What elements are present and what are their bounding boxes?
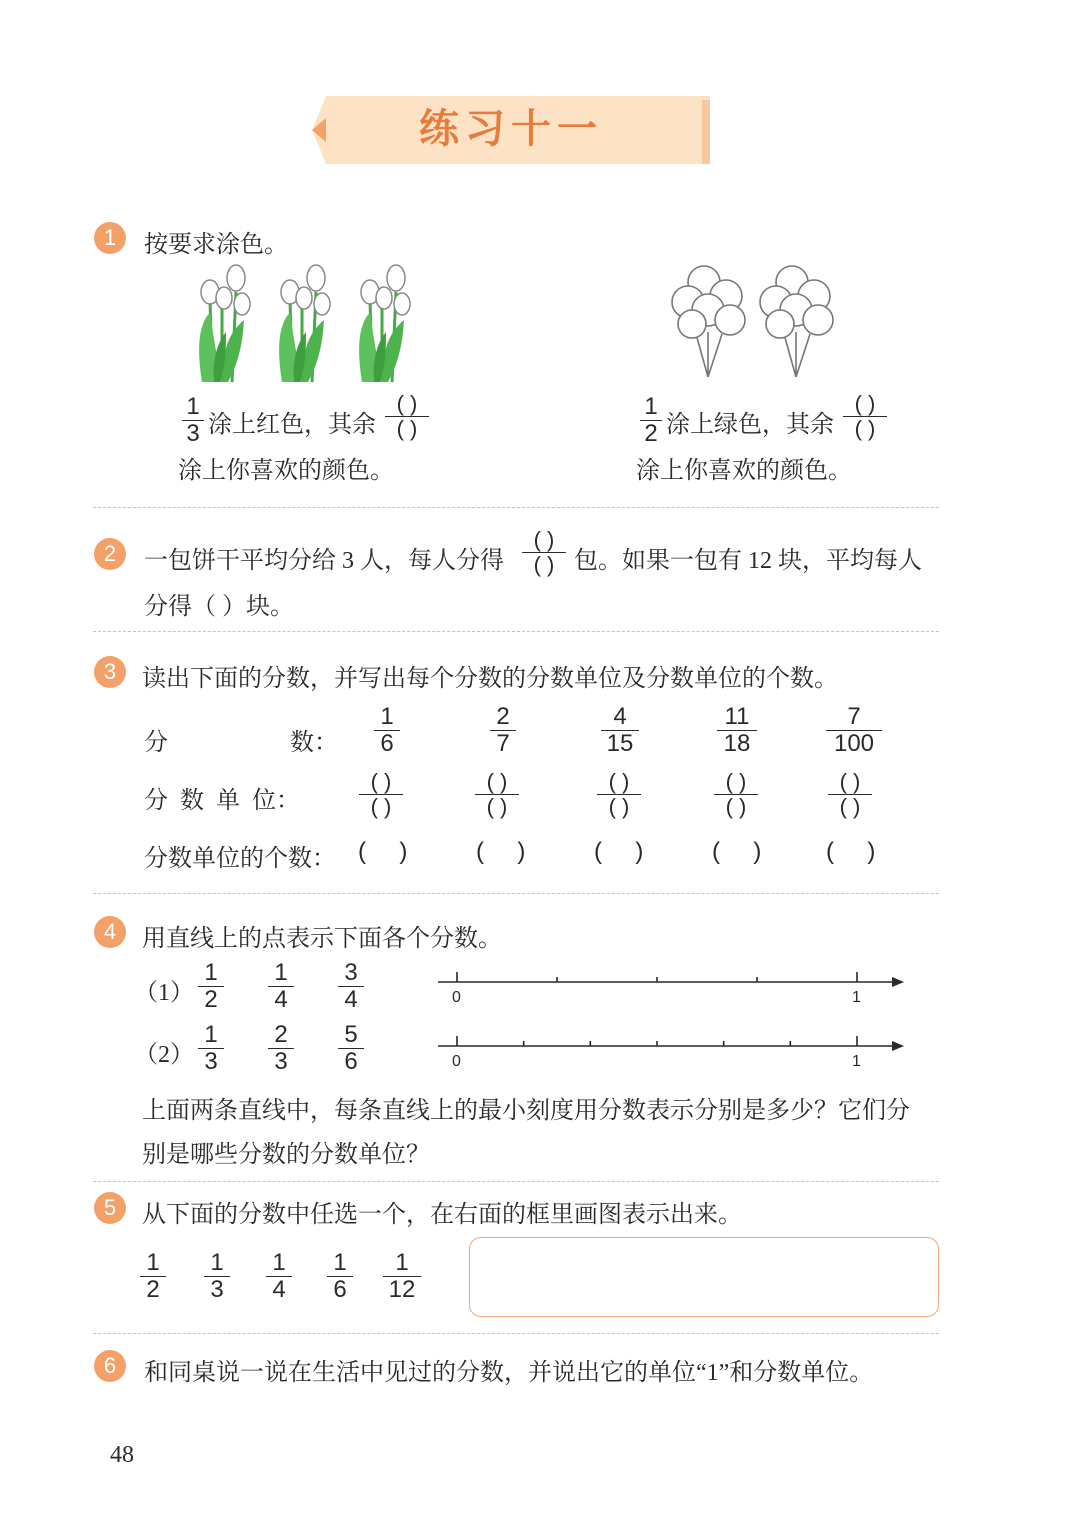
- fraction-numerator: 2: [274, 1021, 288, 1048]
- blank-denominator[interactable]: ( ): [839, 794, 861, 819]
- question-number-3: 3: [94, 656, 126, 688]
- blank-denominator[interactable]: ( ): [725, 794, 747, 819]
- fraction-numerator: 3: [344, 959, 358, 986]
- fraction-numerator: 1: [333, 1249, 347, 1276]
- q4-question-line1: 上面两条直线中，每条直线上的最小刻度用分数表示分别是多少？它们分: [142, 1098, 910, 1124]
- q4-prompt: 用直线上的点表示下面各个分数。: [142, 926, 502, 952]
- blank-numerator[interactable]: ( ): [608, 769, 630, 794]
- fraction-numerator: 1: [204, 959, 218, 986]
- q4-line2-label: （2）: [134, 1042, 194, 1068]
- q3-row-label-fraction-b: 数：: [290, 730, 338, 756]
- fraction-denominator: 18: [723, 730, 751, 757]
- q1-left-text1: 涂上红色，其余: [208, 412, 376, 438]
- q4-line1-label: （1）: [134, 980, 194, 1006]
- q3-unit-blank-2[interactable]: [475, 770, 519, 819]
- q3-unit-blank-1[interactable]: [359, 770, 403, 819]
- question-number-5: 5: [94, 1192, 126, 1224]
- q1-right-fraction: [640, 394, 662, 447]
- fraction-numerator: 1: [272, 1249, 286, 1276]
- fraction-numerator: 4: [613, 703, 627, 730]
- q3-count-blank-4[interactable]: ( ): [712, 838, 762, 865]
- q3-unit-blank-5[interactable]: [828, 770, 872, 819]
- q3-fraction-1: [374, 704, 400, 757]
- blank-denominator[interactable]: ( ): [533, 552, 555, 577]
- blank-numerator[interactable]: ( ): [839, 769, 861, 794]
- page-number: 48: [110, 1442, 134, 1468]
- tick-label-end: 1: [852, 989, 861, 1006]
- q4-line2-fraction-3: [338, 1022, 364, 1075]
- blank-denominator[interactable]: ( ): [486, 794, 508, 819]
- q2-text-a: 一包饼干平均分给 3 人，每人分得: [144, 548, 504, 574]
- q5-fraction-5[interactable]: [383, 1250, 421, 1303]
- fraction-numerator: 2: [496, 703, 510, 730]
- question-number-2: 2: [94, 538, 126, 570]
- q4-line2-fraction-2: [268, 1022, 294, 1075]
- fraction-numerator: 1: [644, 393, 658, 420]
- q5-fraction-1[interactable]: [140, 1250, 166, 1303]
- q5-fraction-4[interactable]: [327, 1250, 353, 1303]
- q3-count-blank-2[interactable]: ( ): [476, 838, 526, 865]
- q4-line1-fraction-3: [338, 960, 364, 1013]
- q5-prompt: 从下面的分数中任选一个，在右面的框里画图表示出来。: [142, 1202, 742, 1228]
- fraction-denominator: 4: [344, 986, 358, 1013]
- q1-right-text2: 涂上你喜欢的颜色。: [636, 458, 852, 484]
- fraction-numerator: 1: [186, 393, 200, 420]
- fraction-numerator: 1: [395, 1249, 409, 1276]
- divider: [93, 631, 939, 632]
- fraction-denominator: 6: [380, 730, 394, 757]
- q3-row-label-fraction-a: 分: [144, 730, 168, 756]
- fraction-denominator: 4: [272, 1276, 286, 1303]
- fraction-denominator: 2: [146, 1276, 160, 1303]
- q3-count-blank-3[interactable]: ( ): [594, 838, 644, 865]
- q3-fraction-3: [601, 704, 639, 757]
- q4-line1-fraction-2: [268, 960, 294, 1013]
- fraction-numerator: 11: [724, 703, 750, 730]
- q1-right-text1: 涂上绿色，其余: [666, 412, 834, 438]
- blank-denominator[interactable]: ( ): [370, 794, 392, 819]
- q1-left-fraction: [182, 394, 204, 447]
- fraction-denominator: 2: [644, 420, 658, 447]
- divider: [93, 1333, 939, 1334]
- divider: [93, 1181, 939, 1182]
- number-line-2[interactable]: [438, 1030, 908, 1070]
- q3-count-blank-5[interactable]: ( ): [826, 838, 876, 865]
- q3-unit-blank-3[interactable]: [597, 770, 641, 819]
- divider: [93, 893, 939, 894]
- fraction-denominator: 3: [204, 1048, 218, 1075]
- fraction-denominator: 12: [388, 1276, 416, 1303]
- divider: [93, 507, 939, 508]
- q3-fraction-4: [717, 704, 757, 757]
- q3-fraction-5: [826, 704, 882, 757]
- drawing-box[interactable]: [469, 1237, 939, 1317]
- q1-prompt: 按要求涂色。: [144, 232, 288, 258]
- q3-fraction-2: [490, 704, 516, 757]
- tick-label-start: 0: [452, 1053, 461, 1070]
- q4-line2-fraction-1: [198, 1022, 224, 1075]
- q5-fraction-2[interactable]: [204, 1250, 230, 1303]
- fraction-numerator: 1: [204, 1021, 218, 1048]
- q3-row-label-count: 分数单位的个数：: [144, 846, 336, 872]
- q5-fraction-3[interactable]: [266, 1250, 292, 1303]
- fraction-numerator: 1: [380, 703, 394, 730]
- q3-prompt: 读出下面的分数，并写出每个分数的分数单位及分数单位的个数。: [142, 666, 838, 692]
- q6-prompt: 和同桌说一说在生活中见过的分数，并说出它的单位“1”和分数单位。: [144, 1360, 874, 1386]
- question-number-4: 4: [94, 916, 126, 948]
- fraction-denominator: 15: [606, 730, 634, 757]
- fraction-denominator: 6: [333, 1276, 347, 1303]
- number-line-1[interactable]: [438, 966, 908, 1006]
- q2-text-b: 包。如果一包有 12 块，平均每人: [574, 548, 922, 574]
- fraction-numerator: 1: [146, 1249, 160, 1276]
- q2-blank-fraction[interactable]: [522, 528, 566, 577]
- fraction-numerator: 1: [210, 1249, 224, 1276]
- tulips-icon: [192, 262, 422, 386]
- q4-question-line2: 别是哪些分数的分数单位？: [142, 1142, 430, 1168]
- tick-label-start: 0: [452, 989, 461, 1006]
- fraction-denominator: 3: [186, 420, 200, 447]
- fraction-denominator: 3: [210, 1276, 224, 1303]
- page-title: 练习十一: [419, 106, 603, 151]
- q3-unit-blank-4[interactable]: [714, 770, 758, 819]
- question-number-6: 6: [94, 1350, 126, 1382]
- blank-numerator[interactable]: ( ): [370, 769, 392, 794]
- q1-right-blank-fraction[interactable]: [843, 392, 887, 441]
- blank-denominator[interactable]: ( ): [396, 416, 418, 441]
- blank-numerator[interactable]: ( ): [533, 527, 555, 552]
- q3-count-blank-1[interactable]: ( ): [358, 838, 408, 865]
- tick-label-end: 1: [852, 1053, 861, 1070]
- blank-denominator[interactable]: ( ): [854, 416, 876, 441]
- blank-numerator[interactable]: ( ): [854, 391, 876, 416]
- fraction-denominator: 100: [833, 730, 875, 757]
- q1-left-text2: 涂上你喜欢的颜色。: [178, 458, 394, 484]
- arrow-head: [892, 977, 904, 987]
- blank-numerator[interactable]: ( ): [486, 769, 508, 794]
- fraction-denominator: 6: [344, 1048, 358, 1075]
- q1-left-blank-fraction[interactable]: [385, 392, 429, 441]
- blank-denominator[interactable]: ( ): [608, 794, 630, 819]
- blank-numerator[interactable]: ( ): [396, 391, 418, 416]
- blank-numerator[interactable]: ( ): [725, 769, 747, 794]
- fraction-numerator: 5: [344, 1021, 358, 1048]
- fraction-denominator: 3: [274, 1048, 288, 1075]
- q3-row-label-unit: 分 数 单 位：: [144, 788, 300, 814]
- fraction-denominator: 4: [274, 986, 288, 1013]
- fraction-denominator: 7: [496, 730, 510, 757]
- fraction-denominator: 2: [204, 986, 218, 1013]
- question-number-1: 1: [94, 222, 126, 254]
- fraction-numerator: 1: [274, 959, 288, 986]
- fraction-numerator: 7: [847, 703, 861, 730]
- arrow-head: [892, 1041, 904, 1051]
- q4-line1-fraction-1: [198, 960, 224, 1013]
- q2-text-c: 分得（ ）块。: [144, 594, 294, 620]
- balloons-icon: [668, 262, 844, 382]
